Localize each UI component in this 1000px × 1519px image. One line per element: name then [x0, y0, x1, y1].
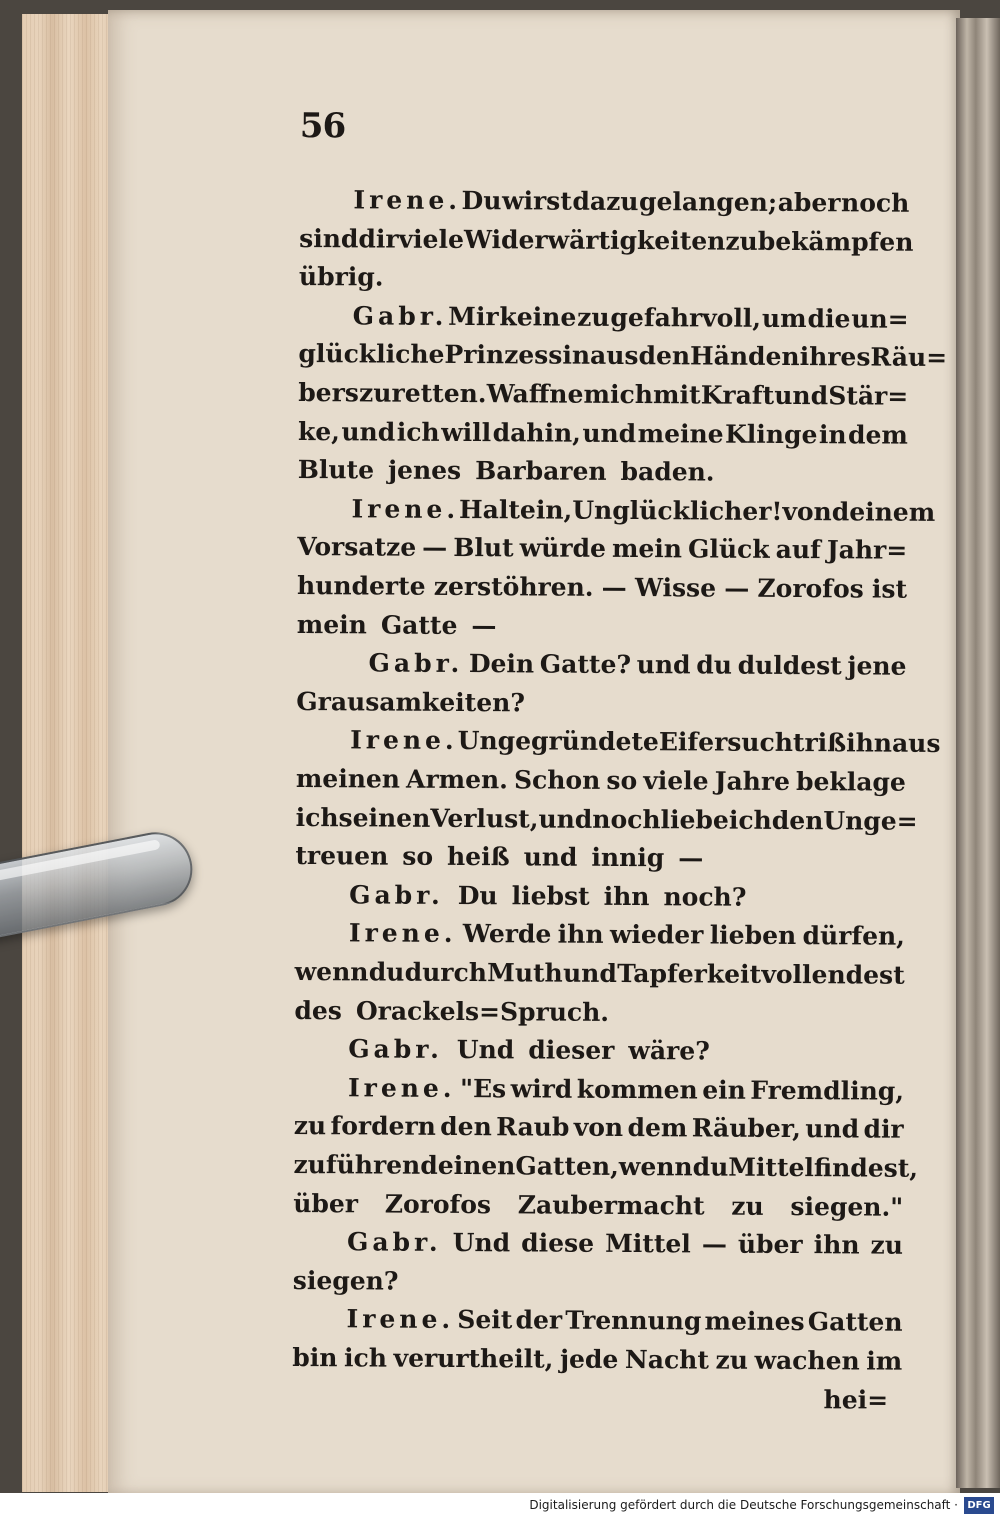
- text-line: [299, 221, 914, 261]
- text-word: aus: [589, 341, 639, 371]
- text-word: Irene.: [346, 1304, 455, 1335]
- text-word: und: [582, 418, 637, 448]
- text-word: Armen.: [406, 764, 509, 795]
- text-line: [293, 1186, 903, 1226]
- text-word: Irene.: [348, 918, 457, 949]
- text-word: und: [341, 416, 396, 447]
- text-word: zuführen: [293, 1149, 421, 1180]
- text-word: Wisse: [634, 573, 717, 603]
- text-line: [297, 529, 907, 569]
- text-word: die: [807, 303, 851, 334]
- text-word: Ungegründete: [457, 726, 659, 757]
- text-word: wieder: [609, 920, 704, 950]
- text-word: "Es: [459, 1073, 507, 1104]
- text-word: Zorofos: [384, 1189, 492, 1219]
- text-line: [293, 1147, 919, 1187]
- text-word: innig: [591, 842, 665, 873]
- text-word: dir: [863, 1114, 904, 1145]
- text-word: heiß: [446, 842, 510, 872]
- text-word: retten.: [391, 378, 487, 409]
- text-word: wird: [510, 1074, 573, 1104]
- text-word: meinen: [295, 763, 401, 794]
- text-line: [296, 645, 906, 685]
- text-word: von: [573, 1113, 624, 1143]
- text-word: will: [441, 417, 492, 447]
- text-word: Stär=: [828, 381, 909, 411]
- text-line: [293, 1224, 903, 1264]
- text-word: wirst: [501, 186, 572, 216]
- text-word: Zorofos: [757, 573, 864, 604]
- text-word: Waffne: [486, 379, 584, 409]
- text-word: Irene.: [350, 725, 458, 756]
- text-word: vollendest: [761, 959, 905, 990]
- text-word: ich: [344, 1343, 388, 1373]
- text-word: Gabr.: [349, 880, 444, 910]
- text-word: duldest: [737, 650, 842, 681]
- text-line: [294, 1108, 904, 1148]
- text-word: Gabr.: [368, 648, 464, 679]
- text-word: und: [538, 804, 593, 834]
- text-word: Räu=: [870, 342, 948, 373]
- text-word: aus: [891, 729, 941, 759]
- text-word: seinen: [338, 802, 431, 833]
- text-line: [297, 568, 907, 608]
- text-line: [292, 1301, 902, 1341]
- page-number: 56: [299, 106, 346, 147]
- text-word: du: [368, 957, 405, 987]
- text-word: du: [692, 1152, 729, 1182]
- text-word: verurtheilt,: [393, 1343, 554, 1374]
- text-word: Nacht: [624, 1345, 710, 1375]
- text-word: ich: [728, 805, 772, 835]
- text-word: dürfen,: [802, 921, 906, 952]
- text-word: Mir: [448, 301, 499, 332]
- text-word: wäre?: [628, 1036, 710, 1066]
- text-word: Trennung: [565, 1306, 702, 1336]
- text-word: übrig.: [298, 262, 384, 292]
- text-word: noch: [592, 804, 661, 834]
- text-line: [294, 993, 904, 1033]
- text-word: lieben: [709, 920, 797, 951]
- text-word: Und: [456, 1035, 515, 1065]
- text-word: Kraft: [700, 380, 775, 410]
- digitization-footer: [0, 1493, 1000, 1519]
- text-word: ihn: [557, 919, 604, 950]
- text-word: und: [636, 650, 691, 680]
- text-word: in: [818, 419, 847, 449]
- text-word: Schon: [513, 765, 601, 795]
- catchword: hei=: [823, 1384, 889, 1415]
- text-word: zerstöhren.: [433, 571, 594, 602]
- text-word: Fremdling,: [750, 1075, 905, 1106]
- text-word: Gabr.: [352, 301, 448, 331]
- text-word: riß: [804, 728, 847, 758]
- text-line: [292, 1340, 902, 1380]
- text-word: noch: [841, 188, 910, 218]
- text-word: Raub: [496, 1112, 570, 1143]
- text-word: würde: [519, 533, 607, 564]
- text-word: so: [606, 765, 638, 796]
- text-word: Irene.: [353, 185, 462, 215]
- text-line: [297, 491, 936, 531]
- text-word: über: [737, 1229, 803, 1260]
- text-word: den: [638, 341, 691, 371]
- text-word: Irene.: [347, 1073, 456, 1103]
- text-word: zu: [577, 302, 610, 332]
- text-word: un=: [851, 304, 909, 334]
- text-word: viele: [398, 224, 465, 254]
- text-word: Unge=: [823, 805, 918, 836]
- text-word: —: [601, 572, 627, 603]
- text-word: Räuber,: [691, 1113, 802, 1144]
- text-word: Du: [457, 880, 498, 911]
- text-word: zu: [870, 1230, 904, 1260]
- text-word: um: [761, 303, 807, 333]
- text-line: [295, 838, 905, 878]
- text-word: dem: [627, 1113, 688, 1143]
- clip-body: [0, 826, 199, 941]
- text-word: zu: [358, 378, 392, 408]
- text-line: [295, 954, 905, 994]
- text-word: jenes: [387, 455, 462, 486]
- text-word: —: [724, 573, 750, 603]
- text-word: Blute: [297, 455, 375, 485]
- text-word: Orackels=Spruch.: [355, 995, 610, 1027]
- text-line: [295, 915, 905, 955]
- text-word: liebe: [660, 804, 729, 835]
- text-word: auf: [775, 535, 821, 565]
- text-word: —: [678, 843, 704, 873]
- text-word: Grausamkeiten?: [296, 686, 526, 718]
- text-word: gefahrvoll,: [610, 302, 762, 333]
- text-word: Gabr.: [346, 1227, 442, 1258]
- text-word: durch: [404, 957, 488, 988]
- text-word: mein: [296, 609, 367, 640]
- text-word: deinen: [420, 1150, 516, 1181]
- text-word: keine: [499, 302, 577, 332]
- text-line: [299, 298, 909, 338]
- text-word: zu: [715, 1345, 749, 1375]
- text-line: [298, 414, 908, 454]
- text-word: Mittel: [605, 1229, 691, 1259]
- text-word: über: [293, 1188, 359, 1218]
- text-word: dir: [358, 223, 399, 254]
- text-line: [296, 761, 906, 801]
- text-word: zu: [731, 1191, 764, 1221]
- text-word: jede: [559, 1344, 619, 1374]
- text-word: Tapferkeit: [617, 958, 762, 989]
- text-line: [295, 877, 905, 917]
- text-line: [299, 259, 909, 299]
- text-word: mich: [583, 379, 654, 410]
- text-word: noch?: [663, 882, 747, 912]
- text-word: beklage: [795, 767, 906, 797]
- text-word: siegen.": [790, 1191, 904, 1222]
- text-word: des: [294, 995, 343, 1025]
- text-word: Gatte: [380, 610, 458, 640]
- text-word: ich: [295, 802, 339, 832]
- text-word: bekämpfen: [757, 226, 914, 257]
- text-word: hunderte: [296, 570, 426, 601]
- text-word: Blut: [453, 533, 514, 563]
- text-word: Seit: [457, 1305, 513, 1335]
- text-line: [295, 800, 918, 840]
- text-word: viele: [643, 766, 709, 796]
- text-word: Gabr.: [348, 1034, 443, 1065]
- text-word: —: [422, 533, 448, 563]
- text-word: und: [774, 380, 829, 411]
- text-word: Halt: [459, 494, 521, 525]
- text-word: dazu: [572, 186, 639, 217]
- text-line: [293, 1263, 903, 1303]
- text-line: [294, 1031, 904, 1071]
- text-line: [298, 336, 948, 376]
- text-word: du: [696, 650, 733, 680]
- text-word: wenn: [294, 956, 369, 987]
- text-word: Glück: [687, 534, 770, 565]
- text-word: Werde: [462, 919, 552, 949]
- text-word: so: [402, 841, 434, 872]
- text-word: zu: [293, 1111, 327, 1141]
- text-word: ich: [396, 417, 440, 447]
- text-word: mein: [611, 534, 683, 564]
- text-line: [294, 1070, 904, 1110]
- text-word: deinem: [831, 497, 936, 527]
- text-word: zu: [725, 226, 758, 256]
- text-word: jene: [847, 651, 907, 681]
- text-word: ihn: [603, 881, 650, 911]
- text-word: bin: [292, 1342, 338, 1373]
- text-word: im: [866, 1346, 903, 1376]
- text-word: fordern: [330, 1111, 436, 1142]
- text-word: Unglücklicher!: [572, 495, 783, 526]
- text-word: Jahr=: [826, 535, 908, 566]
- funding-credit: Digitalisierung gefördert durch die Deutsche Forschungsgemeinschaft ·: [529, 1498, 958, 1512]
- dfg-logo-icon: DFG: [964, 1497, 994, 1514]
- text-word: Verlust,: [430, 803, 539, 834]
- text-word: Gatten,: [515, 1151, 619, 1181]
- text-word: Barbaren: [475, 456, 607, 487]
- text-word: treuen: [295, 841, 389, 871]
- text-word: Gatten: [807, 1307, 903, 1338]
- text-word: bers: [298, 377, 359, 408]
- text-word: dieser: [528, 1035, 615, 1066]
- text-word: und: [523, 842, 578, 872]
- text-word: kommen: [576, 1074, 698, 1105]
- text-line: [298, 375, 908, 415]
- text-word: und: [805, 1114, 860, 1144]
- text-word: sind: [299, 223, 359, 253]
- text-word: ist: [871, 574, 908, 604]
- text-word: —: [471, 610, 497, 640]
- text-word: dem: [847, 419, 908, 450]
- text-word: ke,: [297, 416, 341, 446]
- text-word: liebst: [511, 881, 590, 911]
- text-word: Vorsatze: [297, 532, 417, 563]
- text-line: [298, 452, 908, 492]
- text-word: den: [440, 1112, 492, 1142]
- text-word: ein,: [519, 495, 573, 525]
- text-word: von: [782, 496, 832, 527]
- facing-page-edge: [956, 18, 1000, 1488]
- text-line: [296, 722, 941, 762]
- text-word: Jahre: [714, 766, 791, 797]
- text-word: mit: [652, 380, 701, 410]
- text-word: Widerwärtigkeiten: [463, 224, 726, 256]
- text-word: wachen: [754, 1345, 860, 1376]
- text-word: ein: [702, 1075, 746, 1105]
- text-word: ihres: [799, 342, 871, 372]
- text-word: Eifersucht: [658, 727, 805, 758]
- text-word: glückliche: [298, 339, 445, 370]
- text-word: dahin,: [492, 417, 581, 448]
- text-word: Zaubermacht: [517, 1189, 705, 1221]
- text-line: [296, 684, 906, 724]
- text-word: aber: [777, 187, 841, 218]
- text-word: meines: [704, 1306, 805, 1337]
- text-word: siegen?: [292, 1265, 399, 1296]
- text-word: —: [701, 1229, 727, 1259]
- text-word: Und: [452, 1228, 511, 1258]
- text-word: Dein: [468, 649, 535, 679]
- text-word: meine: [637, 418, 724, 449]
- text-word: Gatte?: [539, 649, 632, 680]
- text-word: baden.: [620, 457, 715, 487]
- text-word: wenn: [618, 1151, 693, 1182]
- text-word: der: [515, 1305, 563, 1336]
- text-word: findest,: [813, 1153, 919, 1183]
- text-word: und: [562, 958, 617, 988]
- text-word: Du: [461, 185, 502, 216]
- text-word: Prinzessin: [444, 340, 591, 371]
- text-word: Klinge: [725, 419, 818, 449]
- text-line: [297, 607, 907, 647]
- text-word: ihn: [846, 728, 893, 759]
- text-word: Irene.: [351, 494, 460, 524]
- text-word: ihn: [813, 1230, 860, 1260]
- text-word: Mittel: [728, 1152, 815, 1183]
- text-word: Händen: [689, 341, 800, 372]
- text-line: [299, 182, 909, 222]
- text-word: gelangen;: [639, 187, 778, 217]
- text-word: Muth: [487, 958, 563, 988]
- text-word: diese: [521, 1228, 595, 1259]
- text-word: den: [771, 805, 824, 835]
